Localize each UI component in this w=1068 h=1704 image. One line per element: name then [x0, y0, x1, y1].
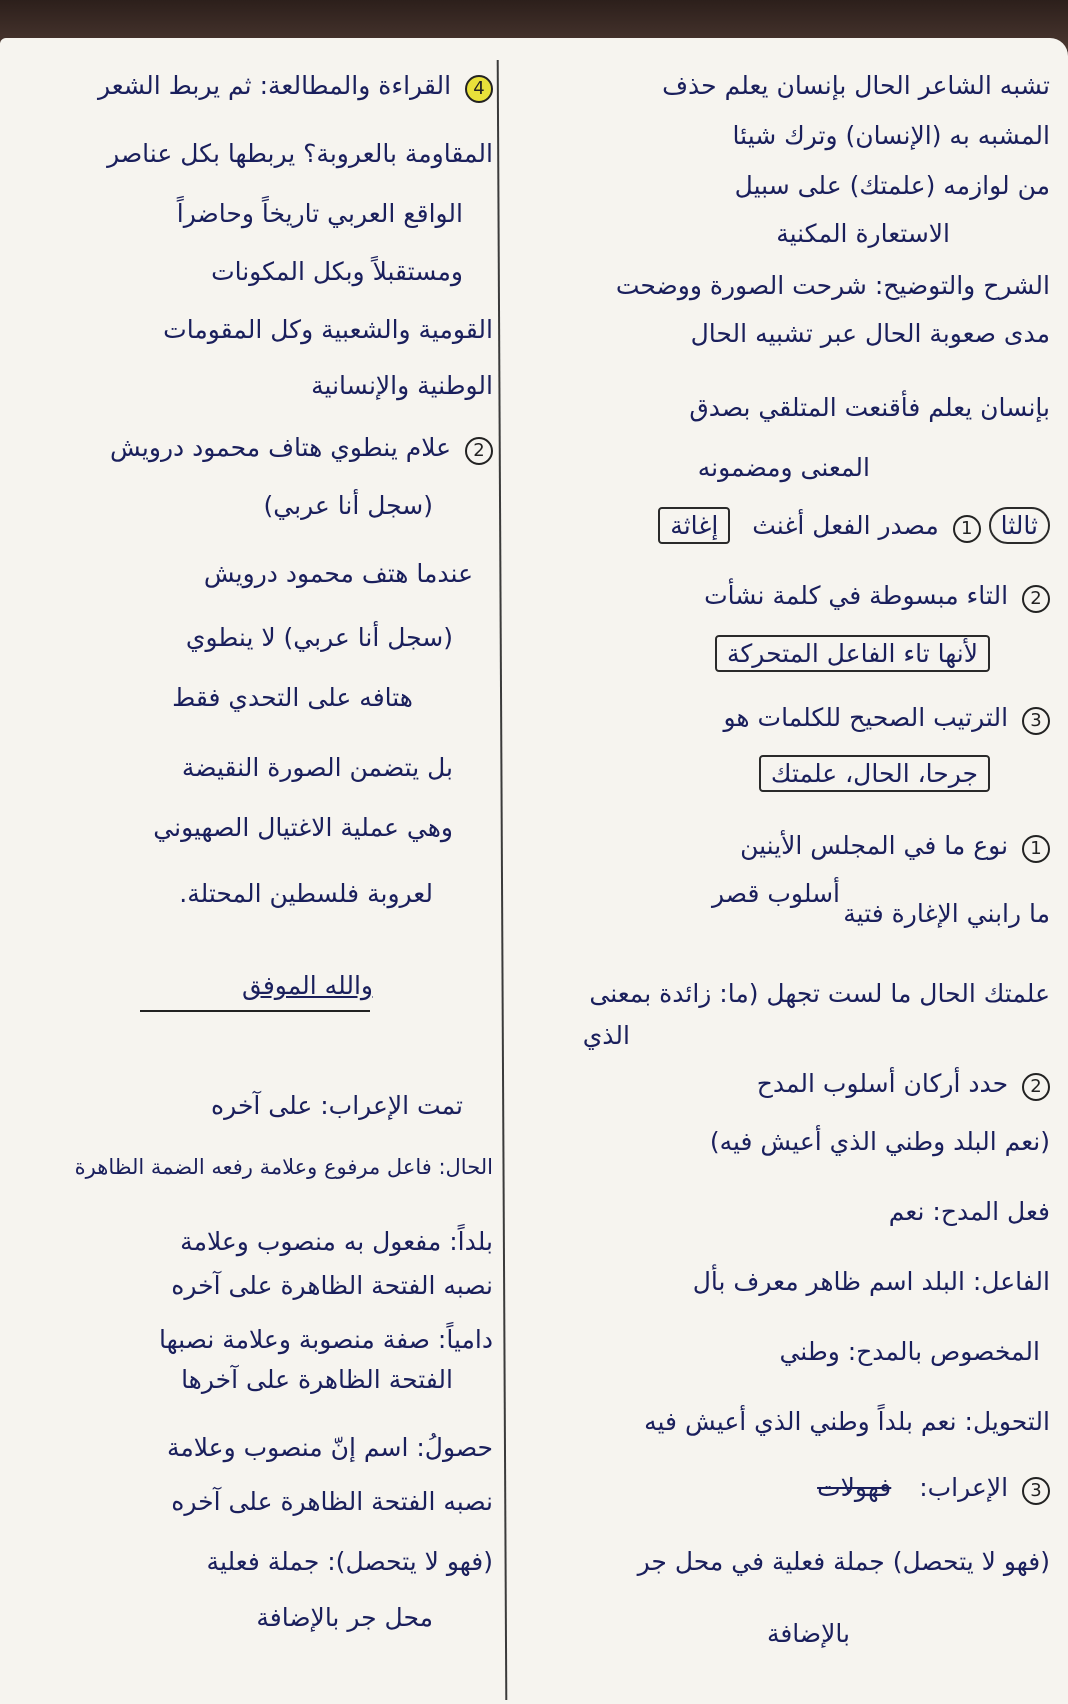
text-line: من لوازمه (علمتك) على سبيل: [734, 171, 1050, 200]
text-line: أسلوب قصر: [712, 879, 840, 908]
text-line: التاء مبسوطة في كلمة نشأت: [704, 581, 1009, 610]
number-marker: 3: [1022, 707, 1050, 735]
text-line: دامياً: صفة منصوبة وعلامة نصبها: [158, 1325, 493, 1354]
text-line: المخصوص بالمدح: وطني: [779, 1337, 1040, 1366]
text-line: (فهو لا يتحصل): جملة فعلية: [206, 1547, 493, 1576]
text-line: بل يتضمن الصورة النقيضة: [181, 753, 453, 782]
text-line: لعروبة فلسطين المحتلة.: [179, 879, 433, 908]
text-line: بإنسان يعلم فأقنعت المتلقي بصدق: [689, 393, 1050, 422]
text-line: تمت الإعراب: على آخره: [211, 1091, 463, 1120]
answer-box: لأنها تاء الفاعل المتحركة: [715, 635, 990, 672]
number-marker: 1: [953, 515, 981, 543]
number-marker: 2: [465, 437, 493, 465]
text-line: الفاعل: البلد اسم ظاهر معرف بأل: [692, 1267, 1050, 1296]
text-line: (فهو لا يتحصل) جملة فعلية في محل جر: [637, 1547, 1050, 1576]
text-line: الشرح والتوضيح: شرحت الصورة ووضحت: [615, 271, 1050, 300]
text-line: نصبه الفتحة الظاهرة على آخره: [171, 1271, 493, 1300]
text-line: بلداً: مفعول به منصوب وعلامة: [180, 1227, 493, 1256]
text-line: مدى صعوبة الحال عبر تشبيه الحال: [690, 319, 1050, 348]
text-line: فعل المدح: نعم: [888, 1197, 1050, 1226]
answer-box: جرحا، الحال، علمتك: [759, 755, 990, 792]
text-line: الاستعارة المكنية: [776, 219, 950, 248]
number-marker: 4: [465, 75, 493, 103]
text-line: التحويل: نعم بلداً وطني الذي أعيش فيه: [644, 1407, 1050, 1436]
number-marker: 2: [1022, 1073, 1050, 1101]
thirdly-heading: ثالثا: [989, 507, 1050, 544]
text-line: بالإضافة: [766, 1619, 850, 1648]
text-line: القومية والشعبية وكل المقومات: [163, 315, 493, 344]
text-line: المقاومة بالعروبة؟ يربطها بكل عناصر: [107, 139, 493, 168]
text-line: حدد أركان أسلوب المدح: [756, 1069, 1009, 1098]
crossed-out-word: فهولات: [817, 1473, 892, 1502]
text-line: الوطنية والإنسانية: [311, 371, 493, 400]
text-line: الفتحة الظاهرة على آخرها: [181, 1365, 453, 1394]
answer-box: إغاثة: [658, 507, 730, 544]
text-line: عندما هتف محمود درويش: [203, 559, 473, 588]
text-line: (نعم البلد وطني الذي أعيش فيه): [709, 1127, 1050, 1156]
text-line: المشبه به (الإنسان) وترك شيئا: [732, 121, 1050, 150]
text-line: علام ينطوي هتاف محمود درويش: [110, 433, 452, 462]
text-line: محل جر بالإضافة: [256, 1603, 433, 1632]
text-line: ومستقبلاً وبكل المكونات: [211, 257, 463, 286]
text-line: هتافه على التحدي فقط: [172, 683, 413, 712]
text-line: الحال: فاعل مرفوع وعلامة رفعه الضمة الظاهرة: [74, 1155, 493, 1179]
text-line: الذي: [582, 1021, 630, 1050]
text-line: علمتك الحال ما لست تجهل (ما: زائدة بمعنى: [589, 979, 1050, 1008]
text-line: الإعراب:: [919, 1473, 1009, 1502]
text-line: نوع ما في المجلس الأينين: [740, 831, 1009, 860]
number-marker: 3: [1022, 1477, 1050, 1505]
text-line: وهي عملية الاغتيال الصهيوني: [153, 813, 453, 842]
text-line: الواقع العربي تاريخاً وحاضراً: [176, 199, 463, 228]
underline-rule: [140, 1010, 370, 1012]
number-marker: 2: [1022, 585, 1050, 613]
text-line: الترتيب الصحيح للكلمات هو: [723, 703, 1009, 732]
text-line: نصبه الفتحة الظاهرة على آخره: [171, 1487, 493, 1516]
text-line: القراءة والمطالعة: ثم يربط الشعر: [97, 71, 452, 100]
text-line: (سجل أنا عربي): [263, 491, 433, 520]
text-line: تشبه الشاعر الحال بإنسان يعلم حذف: [662, 71, 1050, 100]
text-line: ما رابني الإغارة فتية: [843, 899, 1050, 928]
text-line: (سجل أنا عربي) لا ينطوي: [185, 623, 453, 652]
text-line: حصولُ: اسم إنّ منصوب وعلامة: [166, 1433, 493, 1462]
text-line: المعنى ومضمونه: [697, 453, 870, 482]
number-marker: 1: [1022, 835, 1050, 863]
text-line: مصدر الفعل أغنث: [752, 511, 939, 540]
closing-phrase: والله الموفق: [242, 971, 373, 1000]
